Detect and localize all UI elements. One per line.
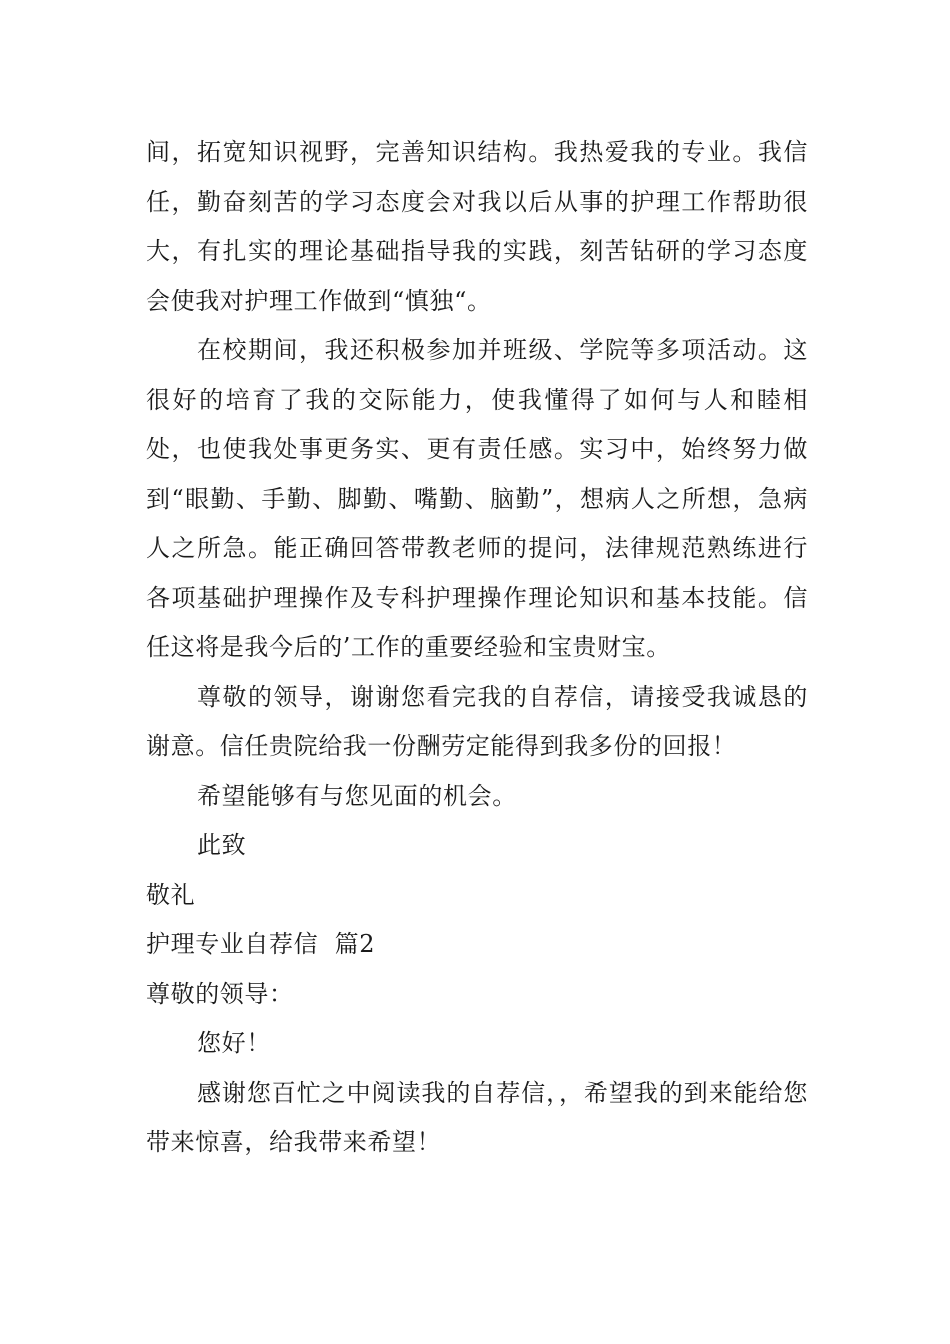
- closing-salutation: 此致: [197, 831, 247, 859]
- paragraph-opening: 感谢您百忙之中阅读我的自荐信，，希望我的到来能给您带来惊喜，给我带来希望！: [146, 1078, 808, 1156]
- paragraph-hope-meeting: 希望能够有与您见面的机会。: [197, 781, 517, 810]
- section-heading: 护理专业自荐信 篇2: [146, 930, 376, 958]
- paragraph-thanks: 尊敬的领导，谢谢您看完我的自荐信，请接受我诚恳的谢意。信任贵院给我一份酬劳定能得到我多份的回报！: [146, 682, 808, 760]
- closing-regards: 敬礼: [146, 880, 196, 909]
- document-body: [146, 128, 808, 1168]
- greeting-hello: 您好！: [197, 1029, 271, 1057]
- greeting-recipient: 尊敬的领导：: [146, 979, 294, 1008]
- paragraph-school-activities: 在校期间，我还积极参加并班级、学院等多项活动。这很好的培育了我的交际能力，使我懂得了如何与人和睦相处，也使我处事更务实、更有责任感。实习中，始终努力做到“眼勤、手勤、脚勤、嘴勤、脑勤”，想病人之所想，急病人之所急。能正确回答带教老师的提问，法律规范熟练进行各项基础护理操作及专科护理操作理论知识和基本技能。信任这将是我今后的’工作的重要经验和宝贵财宝。: [146, 336, 808, 661]
- paragraph-continuation: 间，拓宽知识视野，完善知识结构。我热爱我的专业。我信任，勤奋刻苦的学习态度会对我以后从事的护理工作帮助很大，有扎实的理论基础指导我的实践，刻苦钻研的学习态度会使我对护理工作做到“慎独“。: [146, 138, 808, 315]
